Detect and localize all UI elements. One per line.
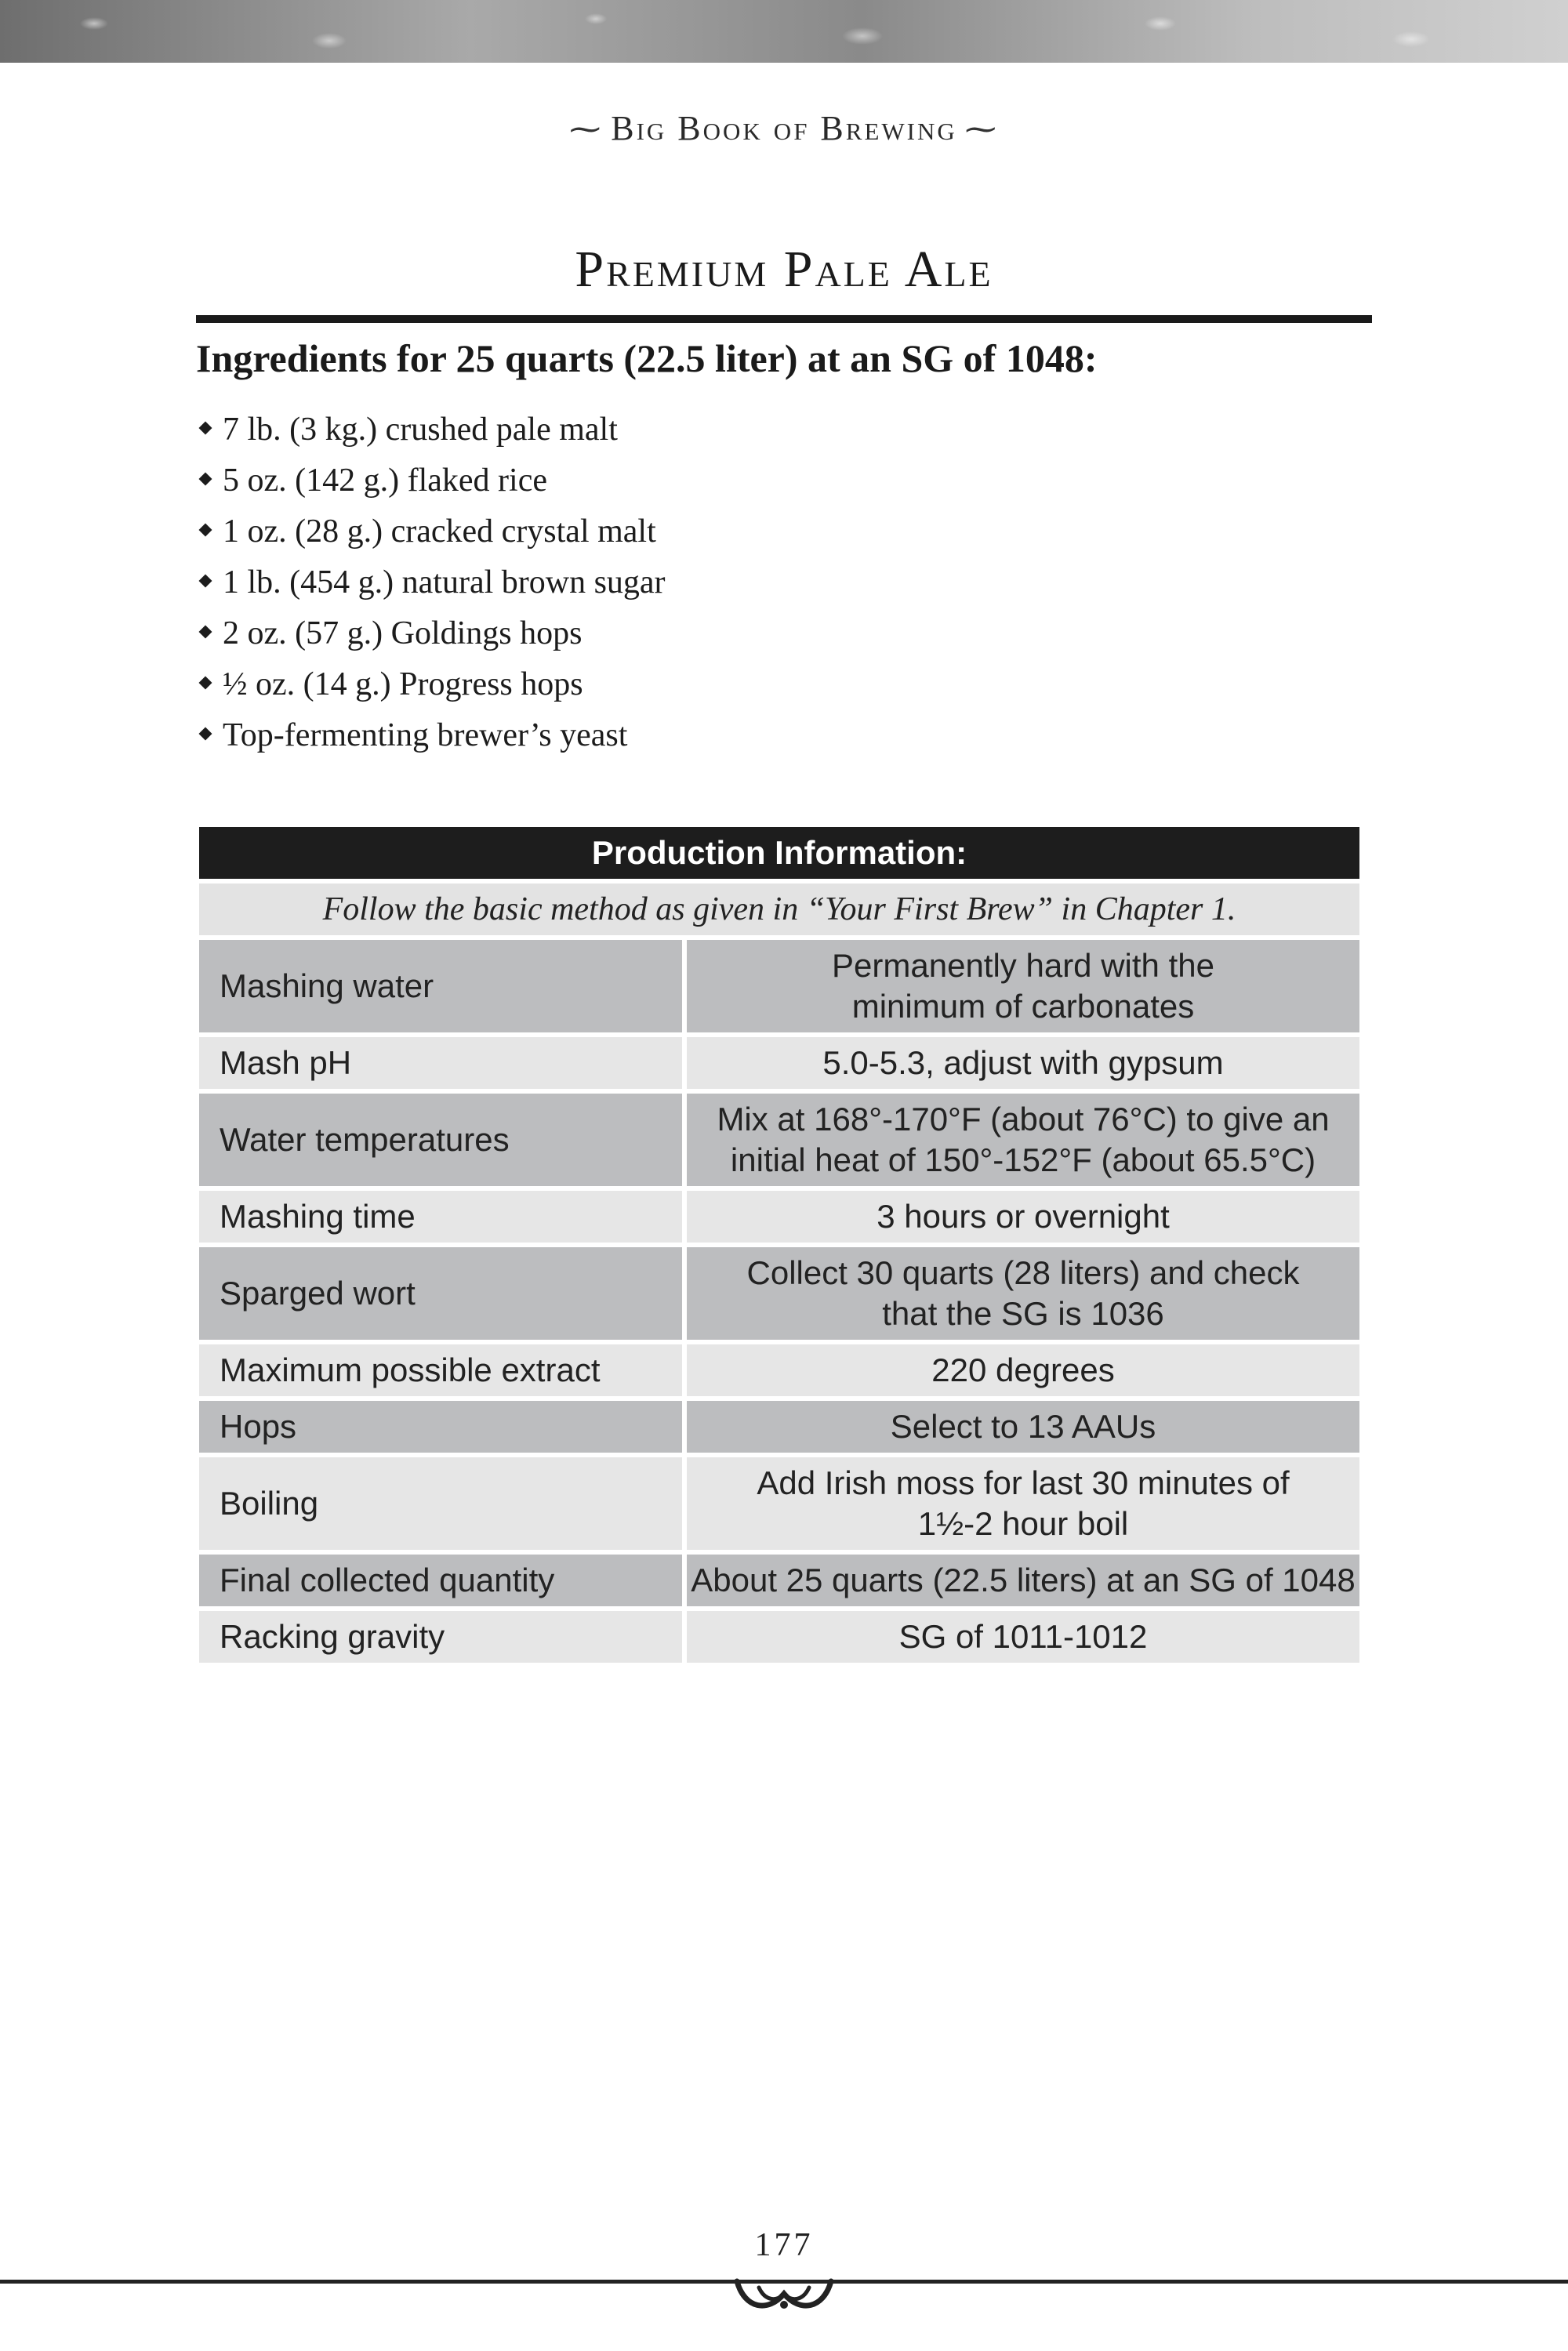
diamond-bullet-icon [199, 574, 212, 587]
scroll-ornament-icon: ⁓ [964, 111, 999, 147]
table-row [199, 1344, 1359, 1396]
page-number: 177 [754, 2227, 814, 2263]
row-value: SG of 1011-1012 [687, 1611, 1359, 1663]
ingredient-item: 7 lb. (3 kg.) crushed pale malt [196, 405, 666, 455]
row-label: Boiling [199, 1457, 682, 1550]
production-note: Follow the basic method as given in “Your First Brew” in Chapter 1. [199, 883, 1359, 935]
recipe-title: Premium Pale Ale [575, 241, 993, 298]
ingredient-item: 5 oz. (142 g.) flaked rice [196, 455, 666, 506]
row-value: 3 hours or overnight [687, 1191, 1359, 1243]
table-row [199, 1247, 1359, 1340]
top-texture-band [0, 0, 1568, 63]
row-value: Select to 13 AAUs [687, 1401, 1359, 1453]
row-label: Mashing water [199, 940, 682, 1032]
row-label: Water temperatures [199, 1094, 682, 1186]
table-row [199, 1401, 1359, 1453]
row-label: Maximum possible extract [199, 1344, 682, 1396]
row-label: Sparged wort [199, 1247, 682, 1340]
ingredients-heading: Ingredients for 25 quarts (22.5 liter) at an SG of 1048: [196, 336, 1098, 380]
production-header-cell: Production Information: [199, 827, 1359, 879]
ingredient-item: 1 oz. (28 g.) cracked crystal malt [196, 506, 666, 557]
ingredient-item: 2 oz. (57 g.) Goldings hops [196, 608, 666, 659]
row-value: Add Irish moss for last 30 minutes of 1½-2 hour boil [687, 1457, 1359, 1550]
table-row [199, 1094, 1359, 1186]
row-label: Final collected quantity [199, 1555, 682, 1606]
ingredient-item: 1 lb. (454 g.) natural brown sugar [196, 557, 666, 608]
running-head-text: Big Book of Brewing [611, 109, 957, 147]
table-row [199, 1191, 1359, 1243]
row-value: Collect 30 quarts (28 liters) and check that the SG is 1036 [687, 1247, 1359, 1340]
row-value: About 25 quarts (22.5 liters) at an SG of 1048 [687, 1555, 1359, 1606]
row-value: Permanently hard with the minimum of carbonates [687, 940, 1359, 1032]
table-row [199, 1611, 1359, 1663]
production-table-header [199, 827, 1359, 879]
diamond-bullet-icon [199, 421, 212, 434]
row-label: Racking gravity [199, 1611, 682, 1663]
diamond-bullet-icon [199, 523, 212, 536]
ingredient-item: ½ oz. (14 g.) Progress hops [196, 659, 666, 710]
row-value: 5.0-5.3, adjust with gypsum [687, 1037, 1359, 1089]
diamond-bullet-icon [199, 727, 212, 740]
ingredient-item: Top-fermenting brewer’s yeast [196, 710, 666, 761]
table-row [199, 1555, 1359, 1606]
footer-ornament-icon [721, 2270, 847, 2317]
row-label: Hops [199, 1401, 682, 1453]
row-value: Mix at 168°-170°F (about 76°C) to give an initial heat of 150°-152°F (about 65.5°C) [687, 1094, 1359, 1186]
running-head [0, 108, 1568, 148]
row-value: 220 degrees [687, 1344, 1359, 1396]
table-row [199, 940, 1359, 1032]
title-rule [196, 315, 1372, 323]
row-label: Mash pH [199, 1037, 682, 1089]
production-note-row [199, 883, 1359, 935]
ingredients-list [196, 405, 666, 761]
production-table [194, 822, 1364, 1667]
diamond-bullet-icon [199, 625, 212, 638]
scroll-ornament-icon: ⁓ [569, 111, 604, 147]
diamond-bullet-icon [199, 472, 212, 485]
row-label: Mashing time [199, 1191, 682, 1243]
table-row [199, 1457, 1359, 1550]
diamond-bullet-icon [199, 676, 212, 689]
table-row [199, 1037, 1359, 1089]
